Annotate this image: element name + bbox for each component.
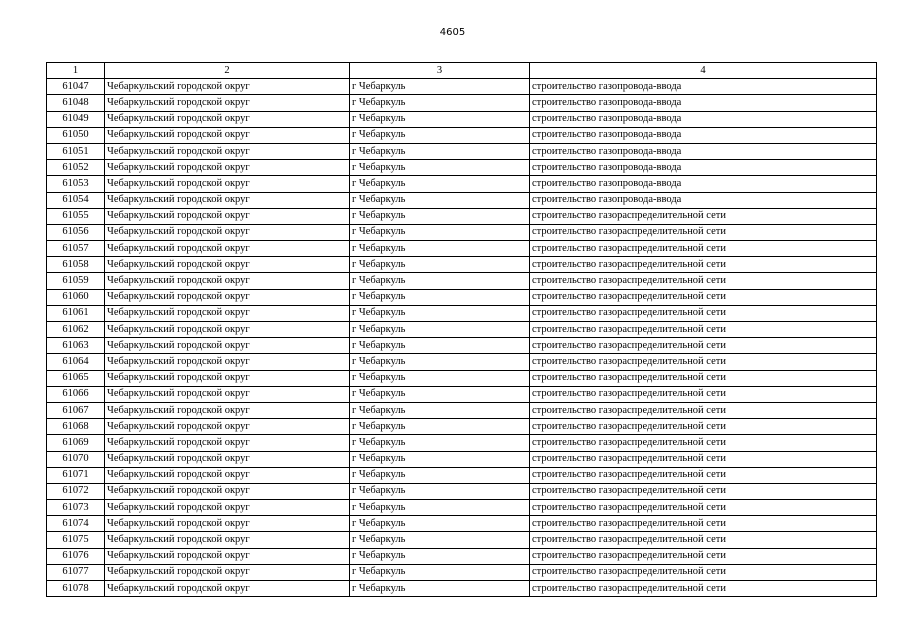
municipality-cell: Чебаркульский городской округ — [105, 386, 350, 402]
record-number-cell: 61071 — [47, 467, 105, 483]
work-type-cell: строительство газораспределительной сети — [530, 257, 877, 273]
record-number-cell: 61048 — [47, 95, 105, 111]
record-number-cell: 61060 — [47, 289, 105, 305]
record-number-cell: 61064 — [47, 354, 105, 370]
record-number-cell: 61050 — [47, 127, 105, 143]
table-row — [47, 160, 877, 176]
municipality-cell: Чебаркульский городской округ — [105, 176, 350, 192]
settlement-cell: г Чебаркуль — [350, 273, 530, 289]
table-row — [47, 581, 877, 597]
table-header — [47, 63, 877, 79]
municipality-cell: Чебаркульский городской округ — [105, 127, 350, 143]
record-number-cell: 61077 — [47, 564, 105, 580]
table-row — [47, 143, 877, 159]
municipality-cell: Чебаркульский городской округ — [105, 257, 350, 273]
table-row — [47, 500, 877, 516]
work-type-cell: строительство газораспределительной сети — [530, 402, 877, 418]
work-type-cell: строительство газораспределительной сети — [530, 483, 877, 499]
settlement-cell: г Чебаркуль — [350, 127, 530, 143]
table-row — [47, 338, 877, 354]
table-row — [47, 467, 877, 483]
settlement-cell: г Чебаркуль — [350, 451, 530, 467]
settlement-cell: г Чебаркуль — [350, 500, 530, 516]
record-number-cell: 61059 — [47, 273, 105, 289]
work-type-cell: строительство газораспределительной сети — [530, 305, 877, 321]
work-type-cell: строительство газораспределительной сети — [530, 467, 877, 483]
table-row — [47, 273, 877, 289]
record-number-cell: 61067 — [47, 402, 105, 418]
work-type-cell: строительство газопровода-ввода — [530, 127, 877, 143]
record-number-cell: 61054 — [47, 192, 105, 208]
work-type-cell: строительство газораспределительной сети — [530, 548, 877, 564]
municipality-cell: Чебаркульский городской округ — [105, 241, 350, 257]
settlement-cell: г Чебаркуль — [350, 483, 530, 499]
work-type-cell: строительство газопровода-ввода — [530, 111, 877, 127]
table-row — [47, 516, 877, 532]
work-type-cell: строительство газораспределительной сети — [530, 419, 877, 435]
settlement-cell: г Чебаркуль — [350, 338, 530, 354]
work-type-cell: строительство газораспределительной сети — [530, 322, 877, 338]
work-type-cell: строительство газораспределительной сети — [530, 241, 877, 257]
settlement-cell: г Чебаркуль — [350, 208, 530, 224]
table-row — [47, 386, 877, 402]
page-number: 4605 — [439, 27, 466, 38]
work-type-cell: строительство газораспределительной сети — [530, 581, 877, 597]
record-number-cell: 61066 — [47, 386, 105, 402]
settlement-cell: г Чебаркуль — [350, 386, 530, 402]
table-row — [47, 370, 877, 386]
settlement-cell: г Чебаркуль — [350, 581, 530, 597]
table-row — [47, 79, 877, 95]
municipality-cell: Чебаркульский городской округ — [105, 451, 350, 467]
table-row — [47, 564, 877, 580]
municipality-cell: Чебаркульский городской округ — [105, 370, 350, 386]
work-type-cell: строительство газораспределительной сети — [530, 273, 877, 289]
record-number-cell: 61068 — [47, 419, 105, 435]
record-number-cell: 61076 — [47, 548, 105, 564]
record-number-cell: 61053 — [47, 176, 105, 192]
record-number-cell: 61069 — [47, 435, 105, 451]
record-number-cell: 61047 — [47, 79, 105, 95]
work-type-cell: строительство газораспределительной сети — [530, 532, 877, 548]
work-type-cell: строительство газораспределительной сети — [530, 386, 877, 402]
table-row — [47, 435, 877, 451]
table-row — [47, 111, 877, 127]
municipality-cell: Чебаркульский городской округ — [105, 143, 350, 159]
record-number-cell: 61056 — [47, 224, 105, 240]
work-type-cell: строительство газораспределительной сети — [530, 451, 877, 467]
table-body — [47, 79, 877, 597]
record-number-cell: 61058 — [47, 257, 105, 273]
record-number-cell: 61073 — [47, 500, 105, 516]
settlement-cell: г Чебаркуль — [350, 516, 530, 532]
work-type-cell: строительство газораспределительной сети — [530, 370, 877, 386]
record-number-cell: 61065 — [47, 370, 105, 386]
settlement-cell: г Чебаркуль — [350, 322, 530, 338]
record-number-cell: 61062 — [47, 322, 105, 338]
table-row — [47, 419, 877, 435]
settlement-cell: г Чебаркуль — [350, 241, 530, 257]
table-row — [47, 305, 877, 321]
work-type-cell: строительство газораспределительной сети — [530, 500, 877, 516]
municipality-cell: Чебаркульский городской округ — [105, 467, 350, 483]
record-number-cell: 61074 — [47, 516, 105, 532]
municipality-cell: Чебаркульский городской округ — [105, 208, 350, 224]
settlement-cell: г Чебаркуль — [350, 419, 530, 435]
table-row — [47, 483, 877, 499]
record-number-cell: 61072 — [47, 483, 105, 499]
work-type-cell: строительство газопровода-ввода — [530, 79, 877, 95]
settlement-cell: г Чебаркуль — [350, 435, 530, 451]
municipality-cell: Чебаркульский городской округ — [105, 564, 350, 580]
table-row — [47, 192, 877, 208]
header-cell-3: 3 — [350, 63, 530, 79]
settlement-cell: г Чебаркуль — [350, 402, 530, 418]
table-row — [47, 451, 877, 467]
record-number-cell: 61078 — [47, 581, 105, 597]
table-row — [47, 548, 877, 564]
municipality-cell: Чебаркульский городской округ — [105, 435, 350, 451]
work-type-cell: строительство газопровода-ввода — [530, 143, 877, 159]
work-type-cell: строительство газораспределительной сети — [530, 354, 877, 370]
header-cell-1: 1 — [47, 63, 105, 79]
table-row — [47, 322, 877, 338]
settlement-cell: г Чебаркуль — [350, 548, 530, 564]
settlement-cell: г Чебаркуль — [350, 95, 530, 111]
record-number-cell: 61063 — [47, 338, 105, 354]
work-type-cell: строительство газораспределительной сети — [530, 289, 877, 305]
header-row — [47, 63, 877, 79]
municipality-cell: Чебаркульский городской округ — [105, 111, 350, 127]
work-type-cell: строительство газопровода-ввода — [530, 160, 877, 176]
settlement-cell: г Чебаркуль — [350, 257, 530, 273]
table-row — [47, 127, 877, 143]
settlement-cell: г Чебаркуль — [350, 564, 530, 580]
municipality-cell: Чебаркульский городской округ — [105, 581, 350, 597]
settlement-cell: г Чебаркуль — [350, 370, 530, 386]
settlement-cell: г Чебаркуль — [350, 143, 530, 159]
municipality-cell: Чебаркульский городской округ — [105, 516, 350, 532]
municipality-cell: Чебаркульский городской округ — [105, 338, 350, 354]
table-row — [47, 241, 877, 257]
work-type-cell: строительство газораспределительной сети — [530, 338, 877, 354]
municipality-cell: Чебаркульский городской округ — [105, 305, 350, 321]
work-type-cell: строительство газопровода-ввода — [530, 176, 877, 192]
table-row — [47, 257, 877, 273]
settlement-cell: г Чебаркуль — [350, 160, 530, 176]
work-type-cell: строительство газораспределительной сети — [530, 208, 877, 224]
settlement-cell: г Чебаркуль — [350, 79, 530, 95]
table-row — [47, 532, 877, 548]
settlement-cell: г Чебаркуль — [350, 467, 530, 483]
municipality-cell: Чебаркульский городской округ — [105, 500, 350, 516]
settlement-cell: г Чебаркуль — [350, 532, 530, 548]
work-type-cell: строительство газопровода-ввода — [530, 95, 877, 111]
table-row — [47, 95, 877, 111]
work-type-cell: строительство газораспределительной сети — [530, 516, 877, 532]
table-row — [47, 402, 877, 418]
work-type-cell: строительство газопровода-ввода — [530, 192, 877, 208]
record-number-cell: 61070 — [47, 451, 105, 467]
municipality-cell: Чебаркульский городской округ — [105, 289, 350, 305]
table-row — [47, 208, 877, 224]
record-number-cell: 61061 — [47, 305, 105, 321]
work-type-cell: строительство газораспределительной сети — [530, 435, 877, 451]
table-row — [47, 354, 877, 370]
header-cell-2: 2 — [105, 63, 350, 79]
table-row — [47, 176, 877, 192]
settlement-cell: г Чебаркуль — [350, 224, 530, 240]
municipality-cell: Чебаркульский городской округ — [105, 322, 350, 338]
header-cell-4: 4 — [530, 63, 877, 79]
record-number-cell: 61055 — [47, 208, 105, 224]
record-number-cell: 61052 — [47, 160, 105, 176]
registry-table — [46, 62, 877, 597]
settlement-cell: г Чебаркуль — [350, 354, 530, 370]
record-number-cell: 61075 — [47, 532, 105, 548]
record-number-cell: 61049 — [47, 111, 105, 127]
work-type-cell: строительство газораспределительной сети — [530, 564, 877, 580]
municipality-cell: Чебаркульский городской округ — [105, 224, 350, 240]
municipality-cell: Чебаркульский городской округ — [105, 483, 350, 499]
settlement-cell: г Чебаркуль — [350, 192, 530, 208]
municipality-cell: Чебаркульский городской округ — [105, 79, 350, 95]
record-number-cell: 61057 — [47, 241, 105, 257]
municipality-cell: Чебаркульский городской округ — [105, 419, 350, 435]
settlement-cell: г Чебаркуль — [350, 176, 530, 192]
municipality-cell: Чебаркульский городской округ — [105, 402, 350, 418]
table-row — [47, 289, 877, 305]
settlement-cell: г Чебаркуль — [350, 305, 530, 321]
municipality-cell: Чебаркульский городской округ — [105, 95, 350, 111]
municipality-cell: Чебаркульский городской округ — [105, 548, 350, 564]
municipality-cell: Чебаркульский городской округ — [105, 192, 350, 208]
settlement-cell: г Чебаркуль — [350, 289, 530, 305]
table-row — [47, 224, 877, 240]
settlement-cell: г Чебаркуль — [350, 111, 530, 127]
municipality-cell: Чебаркульский городской округ — [105, 160, 350, 176]
work-type-cell: строительство газораспределительной сети — [530, 224, 877, 240]
record-number-cell: 61051 — [47, 143, 105, 159]
municipality-cell: Чебаркульский городской округ — [105, 532, 350, 548]
municipality-cell: Чебаркульский городской округ — [105, 354, 350, 370]
municipality-cell: Чебаркульский городской округ — [105, 273, 350, 289]
